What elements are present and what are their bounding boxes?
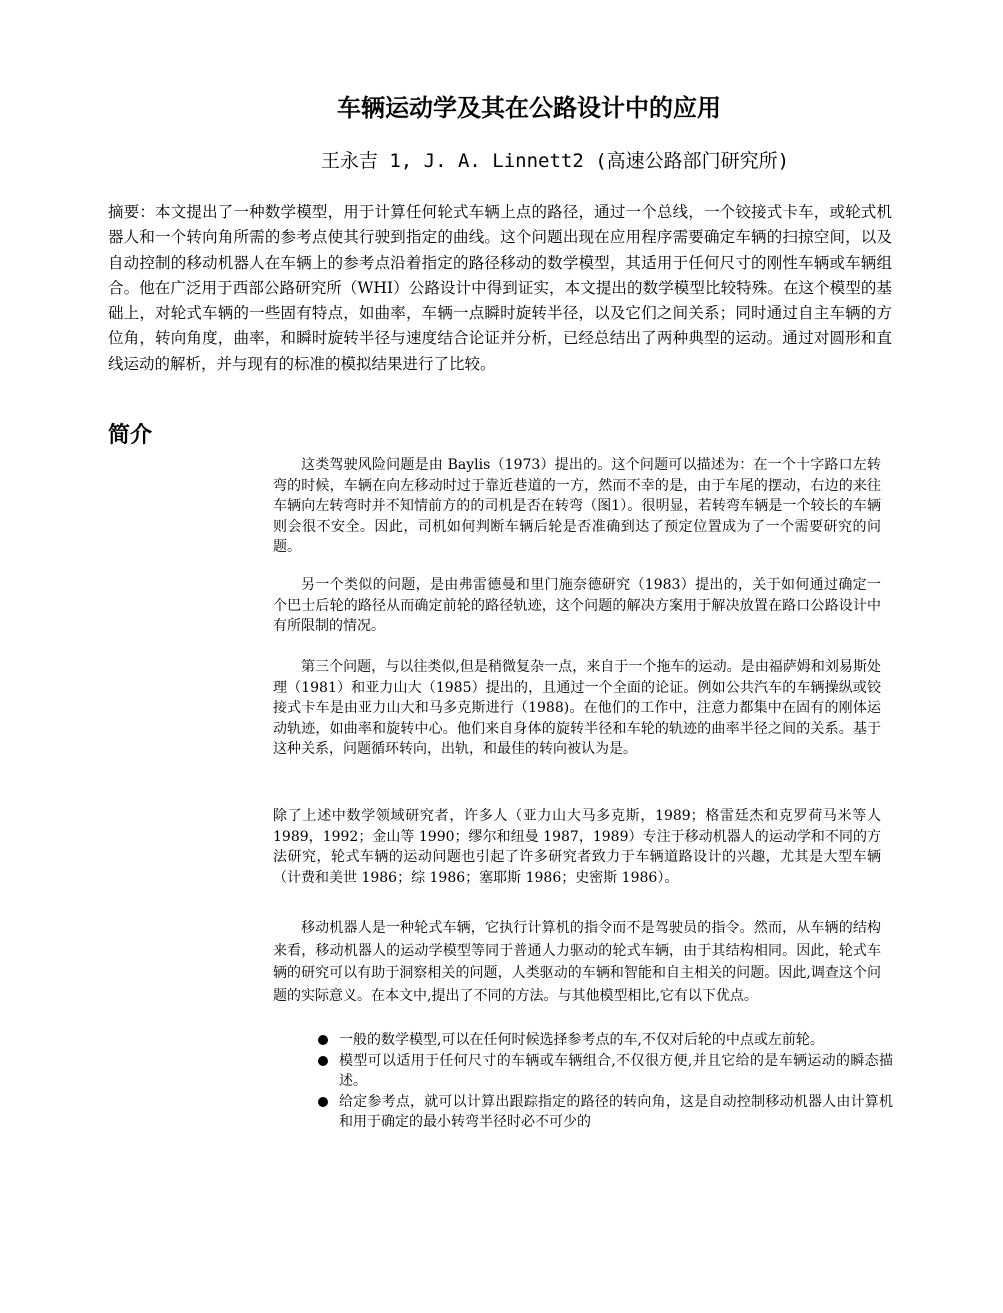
paragraph-3: 第三个问题，与以往类似,但是稍微复杂一点，来自于一个拖车的运动。是由福萨姆和刘易斯处理（1981）和亚力山大（1985）提出的，且通过一个全面的论证。例如公共汽车的车辆操纵或铰接式卡车是由亚力山大和马多克斯进行（1988)。在他们的工作中，注意力都集中在固有的刚体运动轨迹，如曲率和旋转中心。他们来自身体的旋转半径和车轮的轨迹的曲率半径之间的关系。基于这种关系，问题循环转向，出轨，和最佳的转向被认为是。 bbox=[273, 659, 881, 758]
list-item bbox=[318, 1051, 893, 1091]
list-item-text: 一般的数学模型,可以在任何时候选择参考点的车,不仅对后轮的中点或左前轮。 bbox=[339, 1032, 824, 1048]
list-item-text: 模型可以适用于任何尺寸的车辆或车辆组合,不仅很方便,并且它给的是车辆运动的瞬态描述。 bbox=[339, 1053, 893, 1089]
paragraph-1: 这类驾驶风险问题是由 Baylis（1973）提出的。这个问题可以描述为：在一个十字路口左转弯的时候，车辆在向左移动时过于靠近巷道的一方，然而不幸的是，由于车尾的摆动，右边的来往车辆向左转弯时并不知情前方的的司机是否在转弯（图1）。很明显，若转弯车辆是一个较长的车辆则会很不安全。因此，司机如何判断车辆后轮是否准确到达了预定位置成为了一个需要研究的问题。 bbox=[273, 457, 881, 556]
paper-title: 车辆运动学及其在公路设计中的应用 bbox=[337, 94, 721, 122]
list-item bbox=[318, 1030, 893, 1050]
paragraph-5: 移动机器人是一种轮式车辆，它执行计算机的指令而不是驾驶员的指令。然而，从车辆的结构来看，移动机器人的运动学模型等同于普通人力驱动的轮式车辆，由于其结构相同。因此，轮式车辆的研究可以有助于洞察相关的问题，人类驱动的车辆和智能和自主相关的问题。因此,调查这个问题的实际意义。在本文中,提出了不同的方法。与其他模型相比,它有以下优点。 bbox=[273, 920, 881, 1004]
bullet-dot-icon bbox=[318, 1035, 328, 1045]
bullet-dot-icon bbox=[318, 1056, 328, 1066]
section-heading: 简介 bbox=[108, 423, 153, 448]
bullet-dot-icon bbox=[318, 1097, 328, 1107]
advantages-list bbox=[318, 1030, 893, 1133]
authors-line: 王永吉 1, J. A. Linnett2 (高速公路部门研究所) bbox=[320, 150, 790, 172]
paragraph-4: 除了上述中数学领域研究者，许多人（亚力山大马多克斯，1989；格雷廷杰和克罗荷马米等人 1989，1992；金山等 1990；缪尔和纽曼 1987，1989）专注于移动机器人的运动学和不同的方法研究，轮式车辆的运动问题也引起了许多研究者致力于车辆道路设计的兴趣，尤其是大型车辆（计费和美世 1986；综 1986；塞耶斯 1986；史密斯 1986）。 bbox=[273, 808, 881, 886]
abstract: 摘要：本文提出了一种数学模型，用于计算任何轮式车辆上点的路径，通过一个总线，一个铰接式卡车，或轮式机器人和一个转向角所需的参考点使其行驶到指定的曲线。这个问题出现在应用程序需要确定车辆的扫掠空间，以及自动控制的移动机器人在车辆上的参考点沿着指定的路径移动的数学模型，其适用于任何尺寸的刚性车辆或车辆组合。他在广泛用于西部公路研究所（WHI）公路设计中得到证实，本文提出的数学模型比较特殊。在这个模型的基础上，对轮式车辆的一些固有特点，如曲率，车辆一点瞬时旋转半径，以及它们之间关系；同时通过自主车辆的方位角，转向角度，曲率，和瞬时旋转半径与速度结合论证并分析，已经总结出了两种典型的运动。通过对圆形和直线运动的解析，并与现有的标准的模拟结果进行了比较。 bbox=[108, 203, 892, 373]
paragraph-2: 另一个类似的问题，是由弗雷德曼和里门施奈德研究（1983）提出的，关于如何通过确定一个巴士后轮的路径从而确定前轮的路径轨迹，这个问题的解决方案用于解决放置在路口公路设计中有所限制的情况。 bbox=[273, 577, 881, 635]
list-item bbox=[318, 1092, 893, 1132]
list-item-text: 给定参考点，就可以计算出跟踪指定的路径的转向角，这是自动控制移动机器人由计算机和用于确定的最小转弯半径时必不可少的 bbox=[339, 1094, 893, 1130]
